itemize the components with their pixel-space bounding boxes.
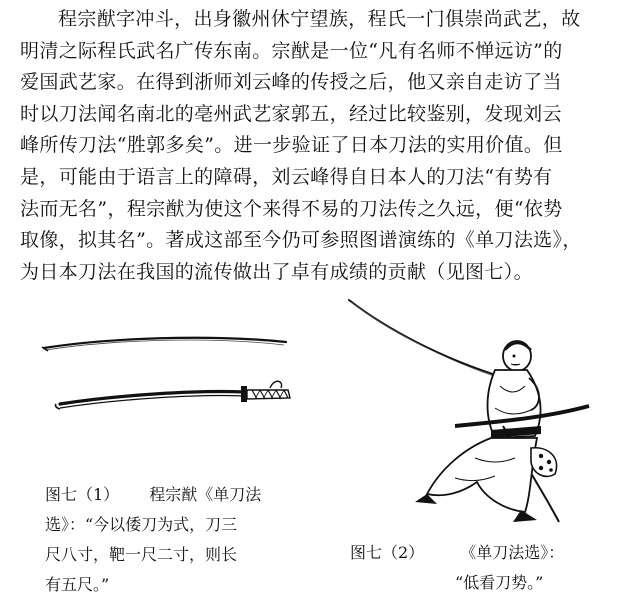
paragraph-line: 取像，拟其名”。著成这部至今仍可参照图谱演练的《单刀法选》， — [20, 229, 582, 252]
figure-1-caption-line: 选》：“今以倭刀为式，刀三 — [45, 515, 238, 534]
paragraph-line: 爱国武艺家。在得到浙师刘云峰的传授之后，他又亲自走访了当 — [20, 71, 562, 94]
paragraph-line: 时以刀法闻名南北的亳州武艺家郭五，经过比较鉴别，发现刘云 — [20, 102, 562, 125]
figure-1-caption-line: 有五尺。” — [45, 575, 110, 594]
paragraph-line: 明清之际程氏武名广传东南。宗猷是一位“凡有名师不惮远访”的 — [20, 39, 563, 62]
figure-2-title: 《单刀法选》： — [460, 543, 565, 562]
paragraph-line: 法而无名”，程宗猷为使这个来得不易的刀法传之久远，便“依势 — [20, 197, 563, 220]
figure-1-label: 图七（1） — [45, 485, 120, 504]
body-paragraph — [20, 4, 616, 288]
swords-drawing — [38, 318, 298, 428]
swordsman-drawing — [345, 298, 600, 530]
figure-2-caption-head — [350, 538, 564, 568]
figure-1-author: 程宗猷《单刀法 — [149, 485, 262, 504]
figure-2-quote: “低看刀势。” — [455, 573, 544, 592]
figure-2-caption — [350, 538, 564, 598]
paragraph-line: 峰所传刀法“胜郭多矣”。进一步验证了日本刀法的实用价值。但 — [20, 134, 563, 157]
figure-1-caption-line: 尺八寸，靶一尺二寸，则长 — [45, 545, 238, 564]
paragraph-line: 程宗猷字冲斗，出身徽州休宁望族，程氏一门俱崇尚武艺，故 — [58, 8, 581, 30]
figure-2-label: 图七（2） — [350, 543, 425, 562]
paragraph-line: 为日本刀法在我国的流传做出了卓有成绩的贡献（见图七）。 — [20, 260, 533, 283]
sword-illustration — [38, 318, 298, 428]
figure-1-caption — [45, 480, 261, 600]
paragraph-line: 是，可能由于语言上的障碍，刘云峰得自日本人的刀法“有势有 — [20, 165, 553, 188]
swordsman-illustration — [345, 298, 600, 530]
figure-1-caption-head — [45, 480, 261, 510]
